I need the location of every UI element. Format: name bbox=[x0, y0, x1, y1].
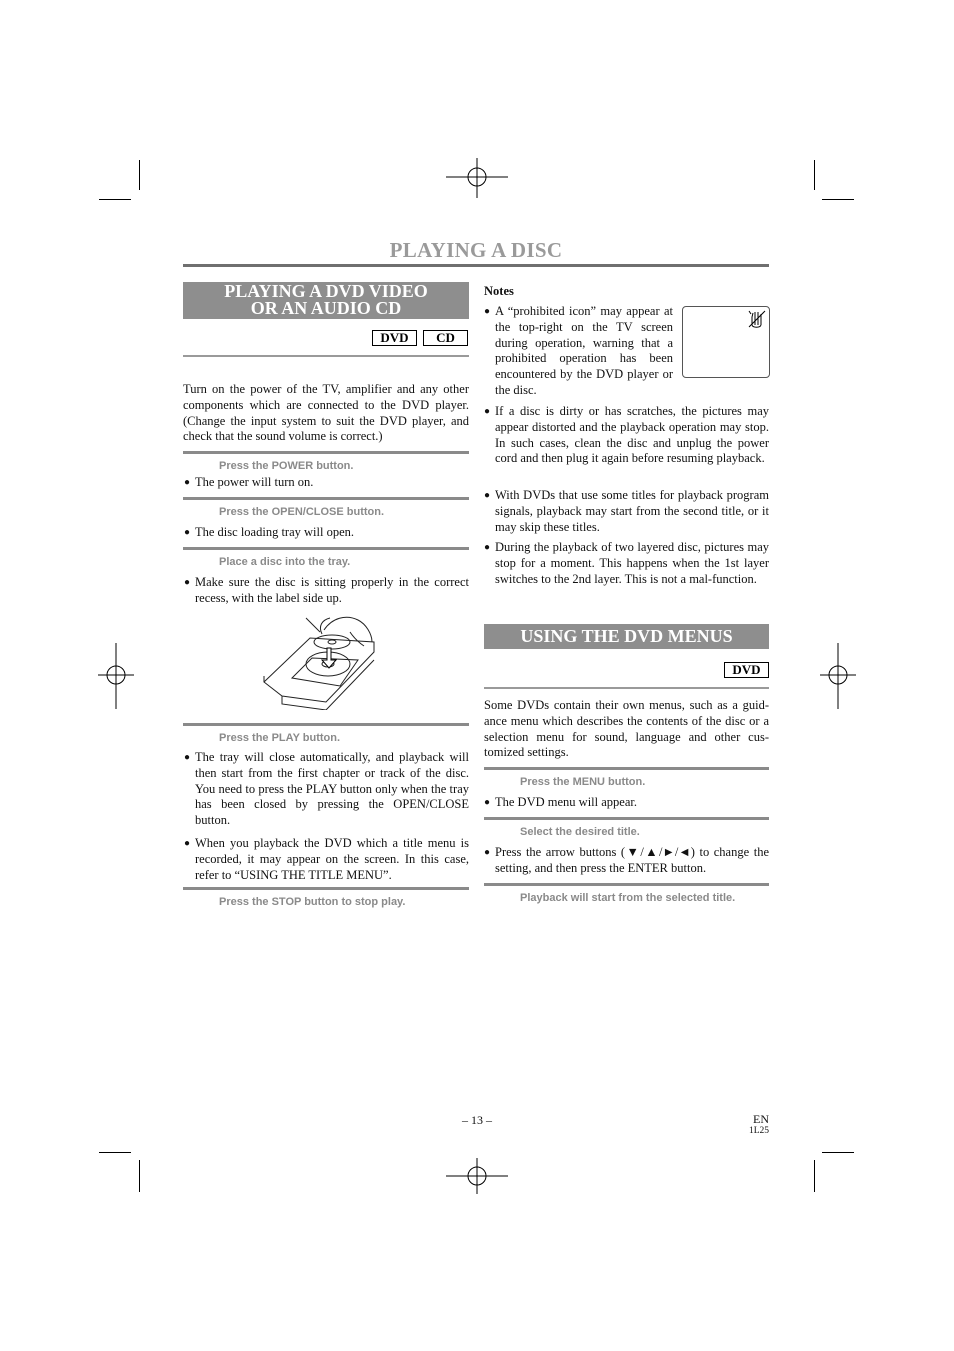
dvd-badge-2: DVD bbox=[724, 662, 769, 678]
notes-label: Notes bbox=[484, 284, 514, 298]
crop-mark bbox=[139, 160, 140, 190]
registration-mark-right bbox=[820, 643, 856, 709]
step-rule bbox=[484, 883, 769, 886]
registration-mark-top bbox=[444, 158, 510, 198]
note-1: ● A “prohibited icon” may appear at the top-right on the TV screen during operation, warning that a prohibited operation has been encountered by the DVD player or the disc. bbox=[484, 304, 673, 397]
crop-mark bbox=[139, 1160, 140, 1192]
menu-step-1-bullet: ● The DVD menu will appear. bbox=[484, 795, 637, 809]
section-rule-2 bbox=[484, 687, 769, 689]
note-3: ● With DVDs that use some titles for playback program signals, playback may start from the second title, or it may skip these titles. bbox=[484, 488, 769, 534]
step-2-bullet: ● The disc loading tray will open. bbox=[184, 525, 354, 539]
step-1-bullet: ● The power will turn on. bbox=[184, 475, 314, 489]
intro-paragraph: Turn on the power of the TV, amplifier and any other components which are connected to the DVD player. (Change the input system to suit the DVD player, and check that the sound volume is correct.) bbox=[183, 382, 469, 444]
section-heading-line-2: OR AN AUDIO CD bbox=[250, 298, 402, 318]
crop-mark bbox=[99, 1152, 131, 1153]
step-5-label: Press the STOP button to stop play. bbox=[219, 896, 406, 908]
step-1-label: Press the POWER button. bbox=[219, 460, 354, 472]
section-heading-play-dvd bbox=[183, 282, 469, 319]
menu-step-2-bullet: ● Press the arrow buttons (▼/▲/►/◄) to change the setting, and then press the ENTER button. bbox=[484, 845, 769, 875]
note-4: ● During the playback of two layered disc, pictures may stop for a moment. This happens when the 1st layer switches to the 2nd layer. This is not a mal-function. bbox=[484, 540, 769, 586]
step-4-bullet-1: ● The tray will close automatically, and playback will then start from the first chapter or track of the disc. You need to press the PLAY button only when the tray has been closed by pressing the OPEN/CLOSE button. bbox=[184, 750, 469, 828]
registration-mark-left bbox=[98, 643, 134, 709]
page-title: PLAYING A DISC bbox=[389, 238, 563, 262]
crop-mark bbox=[99, 199, 131, 200]
step-4-label: Press the PLAY button. bbox=[219, 732, 341, 744]
registration-mark-bottom bbox=[444, 1158, 510, 1194]
step-rule bbox=[183, 497, 469, 500]
page-number: – 13 – bbox=[462, 1113, 492, 1127]
crop-mark bbox=[822, 199, 854, 200]
step-2-label: Press the OPEN/CLOSE button. bbox=[219, 506, 385, 518]
step-3-bullet: ● Make sure the disc is sitting properly in the correct recess, with the label side up. bbox=[184, 575, 469, 605]
menu-step-2-label: Select the desired title. bbox=[520, 826, 640, 838]
step-rule bbox=[183, 547, 469, 550]
section-heading-dvd-menus: USING THE DVD MENUS bbox=[484, 624, 769, 649]
menu-step-1-label: Press the MENU button. bbox=[520, 776, 646, 788]
step-rule bbox=[484, 817, 769, 820]
title-rule bbox=[183, 264, 769, 267]
crop-mark bbox=[822, 1152, 854, 1153]
disc-tray-illustration bbox=[262, 612, 378, 710]
tv-screen-illustration bbox=[682, 306, 770, 378]
dvd-badge: DVD bbox=[372, 330, 417, 346]
model-code: 1L25 bbox=[748, 1126, 769, 1136]
menu-step-3-label: Playback will start from the selected title. bbox=[520, 892, 736, 904]
language-code: EN bbox=[753, 1112, 769, 1126]
note-2: ● If a disc is dirty or has scratches, the pictures may appear distorted and the playback operation may stop. In such cases, clean the disc and unplug the power cord and then plug it again before resuming playback. bbox=[484, 404, 769, 466]
step-rule bbox=[484, 767, 769, 770]
menus-intro-paragraph: Some DVDs contain their own menus, such as a guid-ance menu which describes the contents of the disc or a selection menu for sound, language and other cus-tomized settings. bbox=[484, 698, 769, 760]
crop-mark bbox=[814, 1160, 815, 1192]
crop-mark bbox=[814, 160, 815, 190]
cd-badge: CD bbox=[423, 330, 468, 346]
section-heading-line-1: PLAYING A DVD VIDEO bbox=[224, 281, 428, 301]
prohibited-hand-icon bbox=[747, 309, 767, 329]
step-rule bbox=[183, 451, 469, 454]
step-rule bbox=[183, 887, 469, 890]
step-rule bbox=[183, 723, 469, 726]
step-3-label: Place a disc into the tray. bbox=[219, 556, 351, 568]
step-4-bullet-2: ● When you playback the DVD which a title menu is recorded, it may appear on the screen. In this case, refer to “USING THE TITLE MENU”. bbox=[184, 836, 469, 882]
section-rule bbox=[183, 355, 469, 357]
